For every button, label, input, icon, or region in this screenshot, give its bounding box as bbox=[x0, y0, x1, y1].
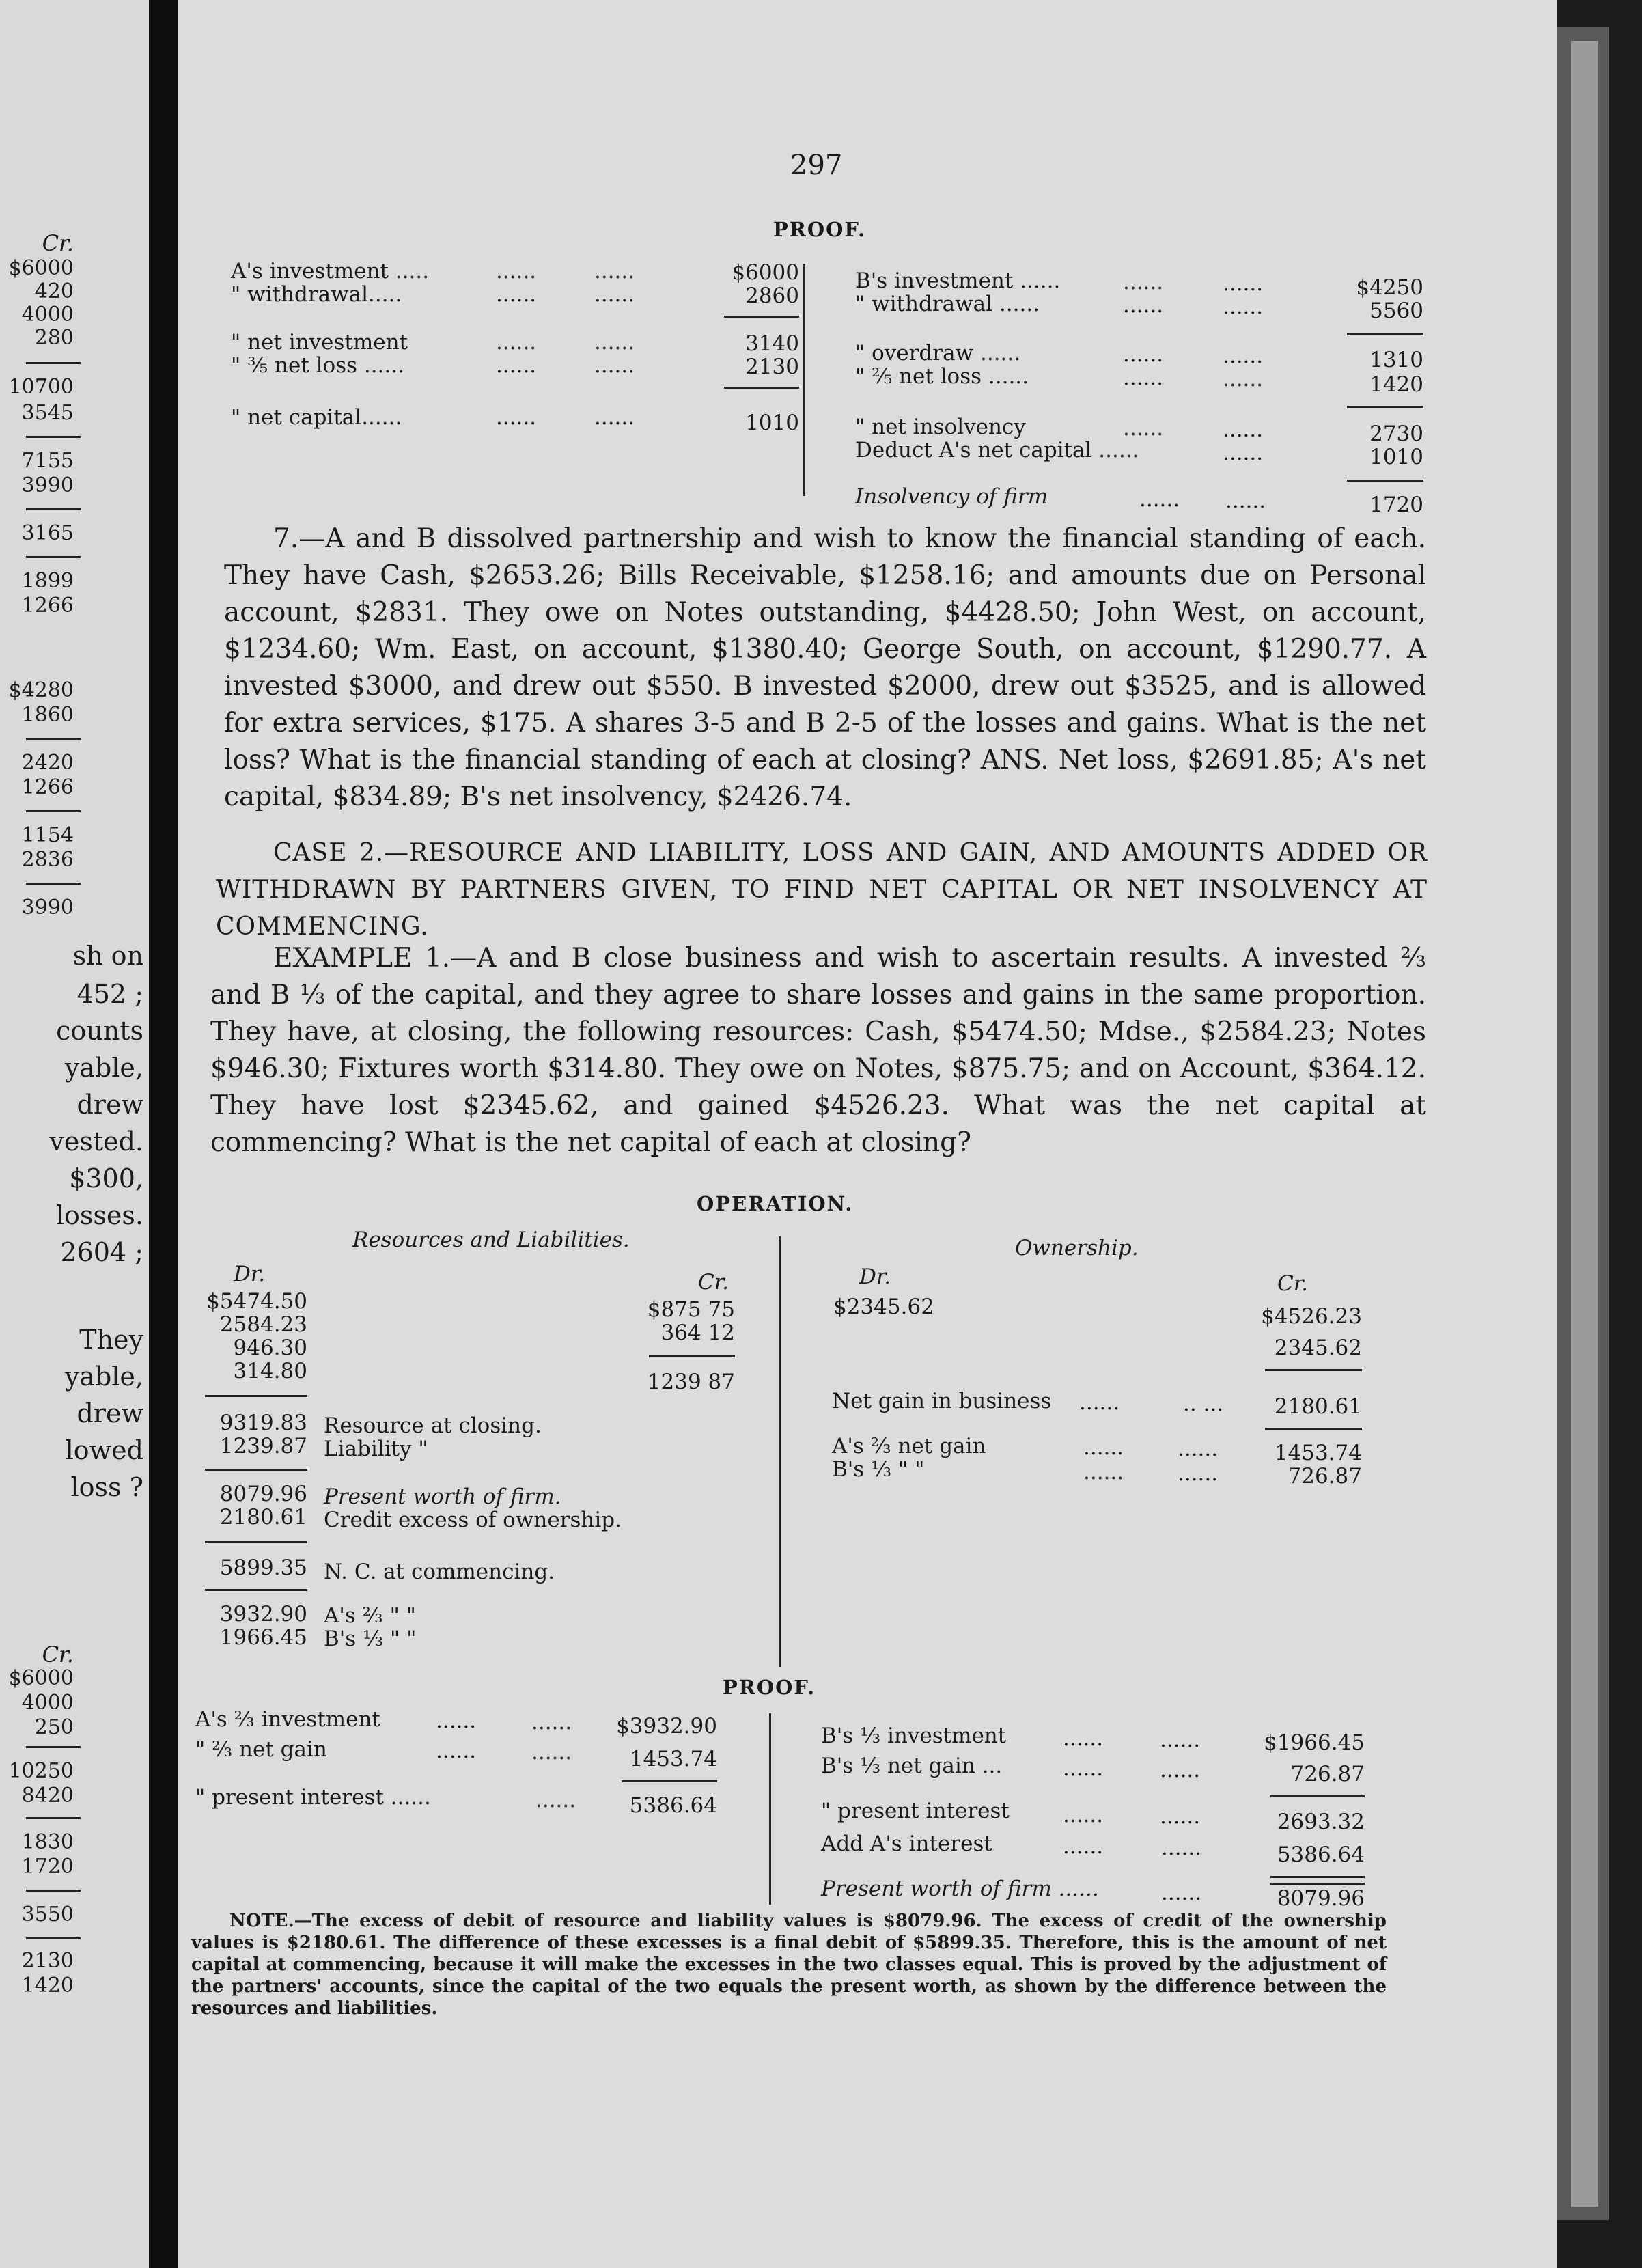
leader-dots: ...... bbox=[531, 1740, 572, 1765]
proof-row-value: 2860 bbox=[745, 284, 799, 308]
dr-label: Dr. bbox=[234, 1262, 266, 1286]
proof-row-label: " present interest ...... bbox=[195, 1785, 431, 1810]
margin-number: 10700 bbox=[8, 375, 74, 399]
page-stack-edge-highlight bbox=[1571, 41, 1598, 2207]
proof-row-value: 1420 bbox=[1369, 372, 1423, 397]
proof-heading: PROOF. bbox=[723, 1676, 816, 1699]
leader-dots: ...... bbox=[1160, 1728, 1201, 1752]
leader-dots: ...... bbox=[594, 259, 635, 284]
ownership-row-value: 2180.61 bbox=[1274, 1394, 1362, 1419]
margin-word: lowed bbox=[65, 1435, 143, 1465]
margin-number: 1720 bbox=[21, 1855, 74, 1879]
margin-word: 452 ; bbox=[76, 979, 143, 1009]
proof-row-value: $1966.45 bbox=[1264, 1730, 1365, 1755]
ledger-row-value: 5899.35 bbox=[219, 1555, 307, 1580]
proof-row-value: 2130 bbox=[745, 355, 799, 379]
proof-row-label: " net capital...... bbox=[231, 405, 402, 430]
leader-dots: ...... bbox=[1178, 1461, 1219, 1486]
leader-dots: ...... bbox=[496, 353, 537, 378]
ledger-row-value: 1239.87 bbox=[219, 1434, 307, 1458]
leader-dots: .. ... bbox=[1183, 1392, 1224, 1416]
leader-dots: ...... bbox=[1063, 1756, 1104, 1781]
margin-number: 1899 bbox=[21, 569, 74, 593]
leader-dots: ...... bbox=[1123, 342, 1164, 367]
ledger-row-value: 9319.83 bbox=[219, 1411, 307, 1435]
example-1-text: EXAMPLE 1.—A and B close business and wish to ascertain results. A invested ⅔ and B ⅓ of the capital, and they agree to share losses and gains in the same proportion. They have, at closing, the following resources: Cash, $5474.50; Mdse., $2584.23; Notes $946.30; Fixtures worth $314.80. They owe on Notes, $875.75; and on Account, $364.12. They have lost $2345.62, and gained $4526.23. What was the net capital at commencing? What is the net capital of each at closing? bbox=[210, 943, 1426, 1158]
liability-value: $875 75 bbox=[647, 1297, 735, 1322]
ledger-row-value: 2180.61 bbox=[219, 1505, 307, 1530]
leader-dots: ...... bbox=[496, 259, 537, 284]
margin-number: 3990 bbox=[21, 896, 74, 919]
proof-row-label: B's investment ...... bbox=[855, 268, 1061, 293]
margin-word: sh on bbox=[72, 941, 143, 971]
proof-row-value: 726.87 bbox=[1290, 1762, 1365, 1786]
proof-row-label: " ⅔ net gain bbox=[195, 1737, 327, 1762]
margin-number: 280 bbox=[34, 326, 74, 350]
leader-dots: ...... bbox=[1223, 294, 1264, 319]
loss-value: $2345.62 bbox=[833, 1295, 934, 1319]
ledger-row-label: N. C. at commencing. bbox=[324, 1560, 555, 1584]
proof-row-value: 2693.32 bbox=[1277, 1810, 1365, 1834]
proof-row-label: A's ⅔ investment bbox=[195, 1707, 380, 1732]
ledger-row-label: A's ⅔ " " bbox=[324, 1603, 416, 1628]
loss-offset-value: 2345.62 bbox=[1274, 1336, 1362, 1360]
liability-total: 1239 87 bbox=[647, 1370, 735, 1394]
proof-row-value: 5386.64 bbox=[1277, 1842, 1365, 1867]
resource-value: 2584.23 bbox=[219, 1312, 307, 1337]
margin-number: 250 bbox=[34, 1715, 74, 1739]
margin-number: 4000 bbox=[21, 1691, 74, 1715]
proof-row-label: " withdrawal..... bbox=[231, 282, 402, 307]
margin-number: 1154 bbox=[21, 823, 74, 847]
proof-row-value: 1010 bbox=[745, 411, 799, 435]
leader-dots: ...... bbox=[496, 330, 537, 355]
proof-row-label: B's ⅓ investment bbox=[821, 1724, 1007, 1748]
leader-dots: ...... bbox=[1223, 271, 1264, 296]
ownership-row-value: 726.87 bbox=[1288, 1464, 1362, 1489]
margin-number: 2130 bbox=[21, 1949, 74, 1973]
ownership-row-label: A's ⅔ net gain bbox=[832, 1434, 986, 1458]
proof-row-value: 1453.74 bbox=[629, 1747, 717, 1771]
margin-number: 3990 bbox=[21, 473, 74, 497]
proof-row-label: Present worth of firm ...... bbox=[821, 1877, 1099, 1901]
ledger-row-value: 1966.45 bbox=[219, 1625, 307, 1650]
leader-dots: ...... bbox=[1123, 270, 1164, 294]
resource-value: 946.30 bbox=[233, 1336, 307, 1360]
ownership-row-label: B's ⅓ " " bbox=[832, 1457, 925, 1482]
operation-heading: OPERATION. bbox=[697, 1192, 854, 1215]
margin-number: 3545 bbox=[21, 401, 74, 425]
problem-7-text: 7.—A and B dissolved partnership and wish to know the financial standing of each. They have Cash, $2653.26; Bills Receivable, $1258.16; and amounts due on Personal account, $2831. They owe on Notes outstanding, $4428.50; John West, on account, $1234.60; Wm. East, on account, $1380.40; George South, on account, $1290.77. A invested $3000, and drew out $550. B invested $2000, drew out $3525, and is allowed for extra services, $175. A shares 3-5 and B 2-5 of the losses and gains. What is the net loss? What is the financial standing of each at closing? ANS. Net loss, $2691.85; A's net capital, $834.89; B's net insolvency, $2426.74. bbox=[224, 523, 1426, 812]
ownership-row-label: Net gain in business bbox=[832, 1389, 1052, 1413]
margin-word: They bbox=[79, 1325, 143, 1355]
proof-row-label: A's investment ..... bbox=[231, 259, 430, 284]
ledger-row-label: Liability " bbox=[324, 1437, 428, 1461]
cr-label: Cr. bbox=[1277, 1271, 1308, 1296]
margin-number: $6000 bbox=[8, 256, 74, 280]
note-text: NOTE.—The excess of debit of resource and liability values is $8079.96. The excess of credit of the ownership values is $2180.61. The difference of these excesses is a final debit of $5899.35. Therefore, this is the amount of net capital at commencing, because it will make the excesses in the two classes equal. This is proved by the adjustment of the partners' accounts, since the capital of the two equals the present worth, as shown by the difference between the resources and liabilities. bbox=[191, 1911, 1387, 2019]
leader-dots: ...... bbox=[1063, 1834, 1104, 1859]
leader-dots: ...... bbox=[496, 282, 537, 307]
previous-page-margin bbox=[0, 0, 149, 2268]
proof-row-label: " withdrawal ...... bbox=[855, 292, 1040, 316]
margin-word: $300, bbox=[69, 1163, 143, 1193]
leader-dots: ...... bbox=[594, 353, 635, 378]
proof-row-label: " present interest bbox=[821, 1799, 1010, 1823]
resource-value: $5474.50 bbox=[206, 1289, 307, 1314]
leader-dots: ...... bbox=[1079, 1390, 1120, 1415]
proof-row-label: " net insolvency bbox=[855, 415, 1026, 439]
margin-cr-label: Cr. bbox=[42, 1642, 74, 1668]
ledger-row-label: Resource at closing. bbox=[324, 1413, 542, 1438]
proof-row-value: $3932.90 bbox=[616, 1714, 717, 1739]
dr-label: Dr. bbox=[859, 1264, 891, 1289]
leader-dots: ...... bbox=[1161, 1836, 1202, 1860]
leader-dots: ...... bbox=[1123, 293, 1164, 318]
margin-number: 10250 bbox=[8, 1759, 74, 1783]
margin-word: yable, bbox=[64, 1361, 143, 1392]
ledger-row-label: Present worth of firm. bbox=[324, 1484, 561, 1509]
margin-number: 1860 bbox=[21, 703, 74, 727]
margin-number: 2420 bbox=[21, 751, 74, 775]
margin-word: drew bbox=[76, 1090, 143, 1120]
leader-dots: ...... bbox=[436, 1709, 477, 1733]
proof-row-value: $4250 bbox=[1356, 275, 1423, 300]
margin-cr-label: Cr. bbox=[42, 230, 74, 256]
margin-word: losses. bbox=[55, 1200, 143, 1230]
proof-row-value: 5386.64 bbox=[629, 1793, 717, 1818]
ledger-row-value: 3932.90 bbox=[219, 1602, 307, 1627]
leader-dots: ...... bbox=[1223, 344, 1264, 368]
margin-number: 420 bbox=[34, 279, 74, 303]
margin-number: 1266 bbox=[21, 594, 74, 618]
proof-row-value: 3140 bbox=[745, 331, 799, 356]
liability-value: 364 12 bbox=[660, 1320, 735, 1345]
leader-dots: ...... bbox=[1139, 487, 1180, 512]
leader-dots: ...... bbox=[1083, 1435, 1124, 1460]
leader-dots: ...... bbox=[496, 405, 537, 430]
leader-dots: ...... bbox=[1083, 1460, 1124, 1484]
leader-dots: ...... bbox=[1123, 416, 1164, 441]
leader-dots: ...... bbox=[1160, 1804, 1201, 1829]
margin-word: vested. bbox=[49, 1126, 143, 1157]
proof-row-value: $6000 bbox=[732, 260, 799, 285]
leader-dots: ...... bbox=[531, 1710, 572, 1734]
margin-number: 1830 bbox=[21, 1830, 74, 1854]
proof-row-label: B's ⅓ net gain ... bbox=[821, 1754, 1003, 1778]
leader-dots: ...... bbox=[1223, 417, 1264, 442]
leader-dots: ...... bbox=[1160, 1758, 1201, 1782]
ownership-title: Ownership. bbox=[1015, 1236, 1139, 1260]
margin-word: 2604 ; bbox=[60, 1237, 143, 1267]
margin-number: 3165 bbox=[21, 521, 74, 545]
margin-number: 1266 bbox=[21, 775, 74, 799]
gain-value: $4526.23 bbox=[1261, 1304, 1362, 1329]
page-number: 297 bbox=[790, 150, 843, 181]
leader-dots: ...... bbox=[436, 1739, 477, 1763]
resources-liabilities-title: Resources and Liabilities. bbox=[352, 1228, 630, 1252]
case-2-heading: CASE 2.—RESOURCE AND LIABILITY, LOSS AND GAIN, AND AMOUNTS ADDED OR WITHDRAWN BY PARTNERS GIVEN, TO FIND NET CAPITAL OR NET INSOLVENCY AT COMMENCING. bbox=[216, 839, 1428, 941]
proof-row-label: " overdraw ...... bbox=[855, 341, 1021, 365]
proof-row-label: Insolvency of firm bbox=[855, 484, 1048, 509]
margin-number: 7155 bbox=[21, 449, 74, 473]
book-gutter bbox=[149, 0, 178, 2268]
margin-number: $6000 bbox=[8, 1666, 74, 1690]
margin-word: drew bbox=[76, 1398, 143, 1428]
margin-number: 4000 bbox=[21, 303, 74, 327]
proof-row-label: " net investment bbox=[231, 330, 408, 355]
resource-value: 314.80 bbox=[233, 1359, 307, 1383]
proof-row-value: 8079.96 bbox=[1277, 1886, 1365, 1911]
margin-word: counts bbox=[56, 1016, 143, 1046]
proof-heading: PROOF. bbox=[773, 218, 867, 241]
leader-dots: ...... bbox=[1123, 365, 1164, 390]
leader-dots: ...... bbox=[1225, 488, 1266, 513]
proof-row-label: " ⅖ net loss ...... bbox=[855, 364, 1029, 389]
leader-dots: ...... bbox=[1063, 1726, 1104, 1751]
margin-number: 2836 bbox=[21, 848, 74, 872]
proof-row-value: 2730 bbox=[1369, 421, 1423, 446]
proof-row-label: Deduct A's net capital ...... bbox=[855, 438, 1139, 462]
proof-row-label: " ⅗ net loss ...... bbox=[231, 353, 405, 378]
leader-dots: ...... bbox=[594, 405, 635, 430]
leader-dots: ...... bbox=[594, 330, 635, 355]
margin-number: 1420 bbox=[21, 1974, 74, 1997]
margin-number: 8420 bbox=[21, 1784, 74, 1808]
leader-dots: ...... bbox=[1223, 441, 1264, 465]
leader-dots: ...... bbox=[594, 282, 635, 307]
margin-word: loss ? bbox=[70, 1472, 143, 1502]
leader-dots: ...... bbox=[1063, 1803, 1104, 1827]
proof-row-value: 1010 bbox=[1369, 445, 1423, 469]
ownership-row-value: 1453.74 bbox=[1274, 1441, 1362, 1465]
proof-row-label: Add A's interest bbox=[821, 1831, 992, 1856]
proof-row-value: 1310 bbox=[1369, 348, 1423, 372]
margin-number: 3550 bbox=[21, 1903, 74, 1926]
proof-row-value: 5560 bbox=[1369, 299, 1423, 323]
ledger-row-value: 8079.96 bbox=[219, 1482, 307, 1506]
ledger-row-label: B's ⅓ " " bbox=[324, 1627, 417, 1651]
leader-dots: ...... bbox=[535, 1788, 576, 1812]
cr-label: Cr. bbox=[698, 1270, 729, 1295]
book-page bbox=[178, 0, 1557, 2268]
proof-row-value: 1720 bbox=[1369, 493, 1423, 517]
margin-number: $4280 bbox=[8, 678, 74, 702]
leader-dots: ...... bbox=[1161, 1881, 1202, 1905]
leader-dots: ...... bbox=[1178, 1437, 1219, 1461]
leader-dots: ...... bbox=[1223, 367, 1264, 391]
ledger-row-label: Credit excess of ownership. bbox=[324, 1508, 622, 1532]
margin-word: yable, bbox=[64, 1053, 143, 1083]
